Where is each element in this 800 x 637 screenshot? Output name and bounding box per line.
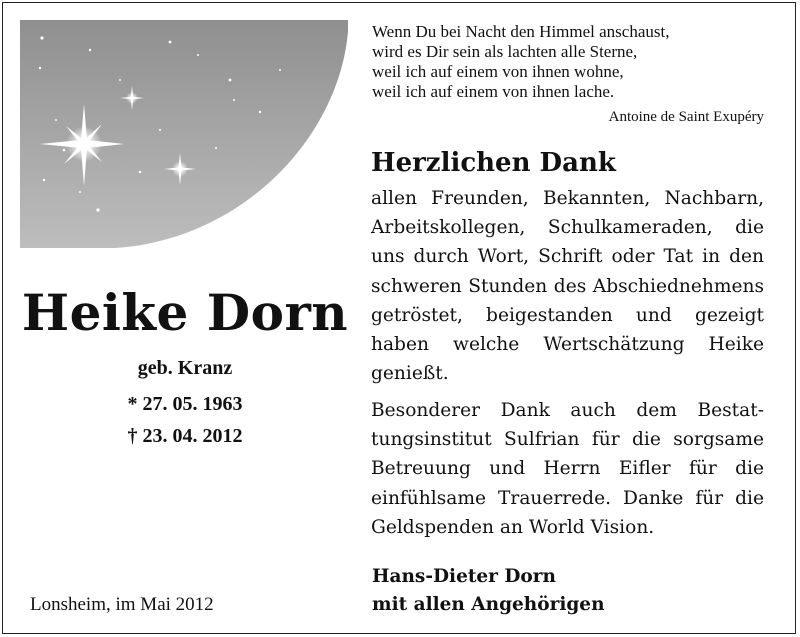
thanks-paragraph-2 <box>371 396 764 542</box>
starry-night-sky-image <box>20 20 348 248</box>
text-line: Besonderer Dank auch dem Bestat- <box>371 400 764 421</box>
poem-author: Antoine de Saint Exupéry <box>608 109 764 125</box>
signature-family: mit allen Angehörigen <box>372 594 605 615</box>
thanks-paragraph-1 <box>371 184 764 388</box>
birth-date: * 27. 05. 1963 <box>127 393 243 415</box>
text-line: getröstet, beigestanden und gezeigt <box>371 304 764 326</box>
text-line: genießt. <box>371 363 449 385</box>
poem-line: weil ich auf einem von ihnen wohne, <box>372 62 624 81</box>
text-line: schweren Stunden des Abschiednehmens <box>371 275 764 297</box>
thanks-heading: Herzlichen Dank <box>371 148 616 178</box>
deceased-name: Heike Dorn <box>21 283 349 342</box>
poem <box>372 22 669 102</box>
poem-line: wird es Dir sein als lachten alle Sterne, <box>372 42 638 61</box>
death-date: † 23. 04. 2012 <box>127 425 243 447</box>
text-line: allen Freunden, Bekannten, Nachbarn, <box>371 188 764 209</box>
poem-line: Wenn Du bei Nacht den Himmel anschaust, <box>372 22 670 41</box>
poem-line: weil ich auf einem von ihnen lache. <box>372 82 615 101</box>
text-line: Arbeitskollegen, Schulkameraden, die <box>371 217 764 239</box>
text-line: uns durch Wort, Schrift oder Tat in den <box>371 246 764 268</box>
text-line: tungsinstitut Sulfrian für die sorgsame <box>371 429 764 451</box>
text-line: Geldspenden an World Vision. <box>371 516 655 538</box>
text-line: einfühlsame Trauerrede. Danke für die <box>371 487 764 509</box>
signature-name: Hans-Dieter Dorn <box>372 566 556 587</box>
text-line: haben welche Wertschätzung Heike <box>371 334 764 356</box>
place-and-date: Lonsheim, im Mai 2012 <box>30 594 214 615</box>
maiden-name: geb. Kranz <box>137 357 233 379</box>
text-line: Betreuung und Herrn Eifler für die <box>371 458 764 480</box>
